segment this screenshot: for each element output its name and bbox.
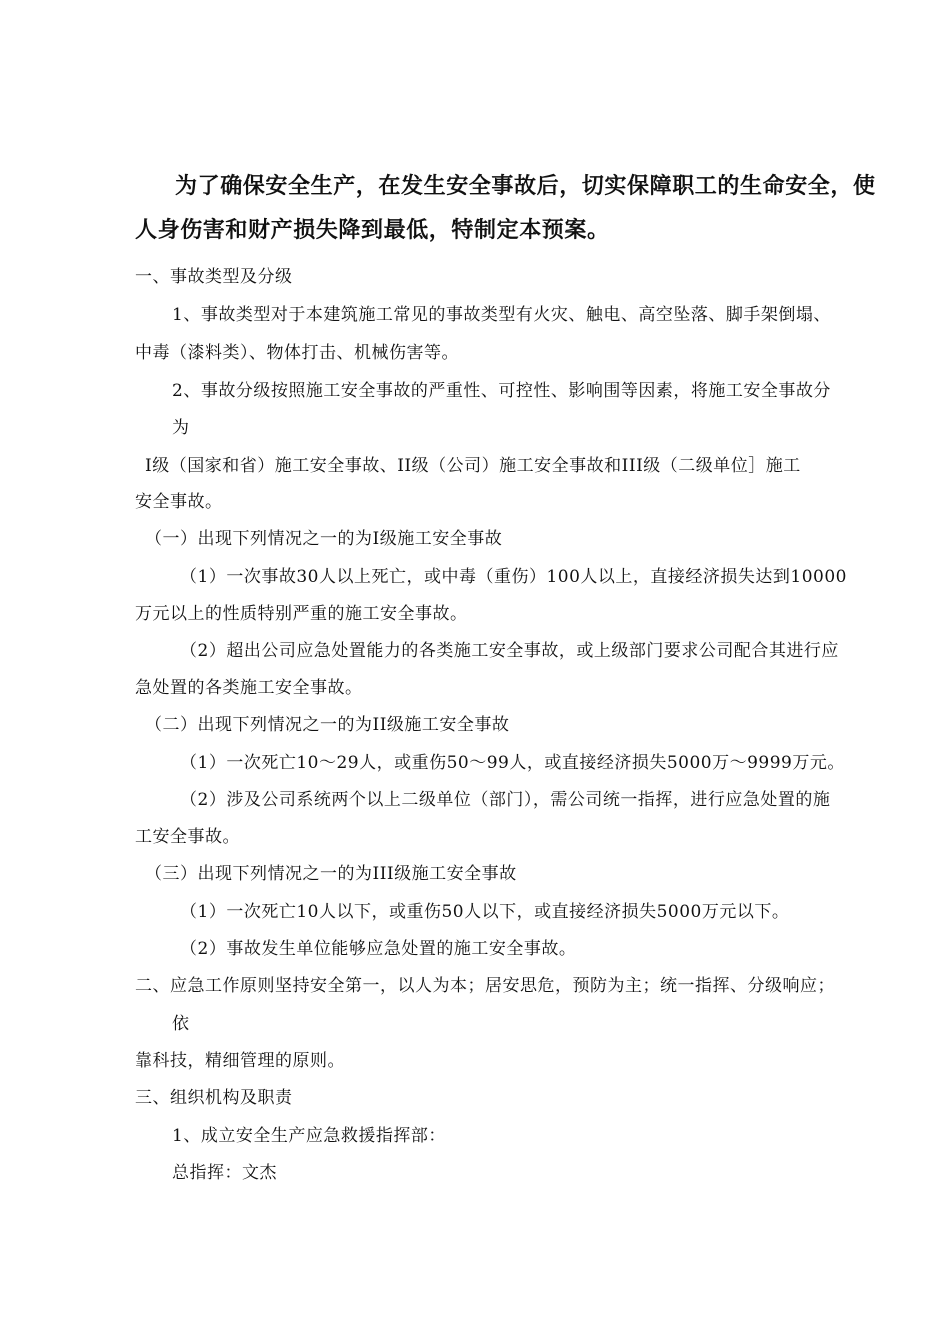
text-line: 万元以上的性质特别严重的施工安全事故。 [135,604,468,624]
text-line: （1）一次死亡10人以下，或重伤50人以下，或直接经济损失5000万元以下。 [180,902,790,922]
text-line: 为 [172,418,190,438]
text-line: （1）一次死亡10〜29人，或重伤50〜99人，或直接经济损失5000万〜9999万元。 [180,753,845,773]
text-line: 总指挥：文杰 [172,1163,277,1183]
text-line: （2）事故发生单位能够应急处置的施工安全事故。 [180,939,577,959]
text-line: 工安全事故。 [135,827,240,847]
text-line: （2）超出公司应急处置能力的各类施工安全事故，或上级部门要求公司配合其进行应 [180,641,839,661]
text-line: 1、事故类型对于本建筑施工常见的事故类型有火灾、触电、高空坠落、脚手架倒塌、 [172,305,831,325]
text-line: I级（国家和省）施工安全事故、II级（公司）施工安全事故和III级（二级单位］施工 [145,456,801,476]
text-line: （2）涉及公司系统两个以上二级单位（部门），需公司统一指挥，进行应急处置的施 [180,790,831,810]
text-line: 急处置的各类施工安全事故。 [135,678,363,698]
text-line: 依 [172,1014,190,1034]
subsection-heading: （二）出现下列情况之一的为II级施工安全事故 [145,715,510,735]
section-3-heading: 三、组织机构及职责 [135,1088,293,1108]
subsection-heading: （三）出现下列情况之一的为III级施工安全事故 [145,864,517,884]
text-line: 中毒（漆料类）、物体打击、机械伤害等。 [135,343,459,363]
text-line: （1）一次事故30人以上死亡，或中毒（重伤）100人以上，直接经济损失达到10000 [180,567,847,587]
text-line: 2、事故分级按照施工安全事故的严重性、可控性、影响围等因素，将施工安全事故分 [172,381,831,401]
section-1-heading: 一、事故类型及分级 [135,267,293,287]
intro-paragraph: 为了确保安全生产，在发生安全事故后，切实保障职工的生命安全，使人身伤害和财产损失降到最低，特制定本预案。 [135,174,876,243]
text-line: 安全事故。 [135,492,223,512]
section-2-heading: 二、应急工作原则坚持安全第一，以人为本；居安思危，预防为主；统一指挥、分级响应； [135,976,835,996]
text-line: 靠科技，精细管理的原则。 [135,1051,345,1071]
subsection-heading: （一）出现下列情况之一的为I级施工安全事故 [145,529,503,549]
text-line: 1、成立安全生产应急救援指挥部： [172,1126,446,1146]
